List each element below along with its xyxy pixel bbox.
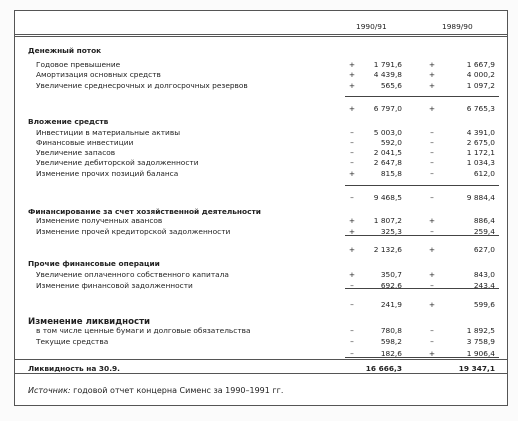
section-heading: Вложение средств (28, 117, 109, 126)
subtotal-rule (345, 96, 499, 97)
sign-1989-90: – (430, 193, 434, 202)
total-top-rule (14, 359, 508, 360)
value-1989-90: 259,4 (473, 227, 495, 236)
row-label: Годовое превышение (36, 60, 121, 69)
value-1990-91: 780,8 (380, 326, 402, 335)
value-1989-90: 4 391,0 (466, 128, 495, 137)
sign-1989-90: + (428, 104, 436, 113)
footnote-lead: Источник: (28, 386, 71, 395)
value-1990-91: 565,6 (380, 81, 402, 90)
sign-1990-91: + (348, 60, 356, 69)
value-1990-91: 241,9 (380, 300, 402, 309)
row-label: Изменение прочей кредиторской задолженности (36, 227, 231, 236)
sign-1989-90: + (428, 245, 436, 254)
subtotal-rule (345, 235, 499, 236)
row-label: в том числе ценные бумаги и долговые обязательства (36, 326, 251, 335)
sign-1989-90: – (430, 169, 434, 178)
sign-1989-90: – (430, 128, 434, 137)
sign-1989-90: + (428, 270, 436, 279)
value-1989-90: 886,4 (473, 216, 495, 225)
sign-1990-91: + (348, 216, 356, 225)
row-label: Изменение прочих позиций баланса (36, 169, 179, 178)
value-1989-90: 9 884,4 (466, 193, 495, 202)
sign-1990-91: – (350, 326, 354, 335)
value-1990-91: 4 439,8 (373, 70, 402, 79)
value-1989-90: 6 765,3 (466, 104, 495, 113)
value-1990-91: 325,3 (380, 227, 402, 236)
header-top-rule (14, 34, 508, 35)
sign-1990-91: + (348, 81, 356, 90)
value-1990-91: 1 791,6 (373, 60, 402, 69)
value-1989-90: 3 758,9 (466, 337, 495, 346)
value-1989-90: 1 892,5 (466, 326, 495, 335)
value-1989-90: 627,0 (473, 245, 495, 254)
sign-1989-90: – (430, 158, 434, 167)
subtotal-rule (345, 357, 499, 358)
value-1990-91: 16 666,3 (365, 364, 402, 373)
sign-1989-90: – (430, 227, 434, 236)
sign-1990-91: – (350, 158, 354, 167)
value-1989-90: 1 172,1 (466, 148, 495, 157)
sign-1989-90: – (430, 337, 434, 346)
row-label: Увеличение дебиторской задолженности (36, 158, 199, 167)
sign-1990-91: + (348, 169, 356, 178)
row-label: Изменение полученных авансов (36, 216, 163, 225)
value-1989-90: 1 034,3 (466, 158, 495, 167)
sign-1990-91: + (348, 70, 356, 79)
value-1990-91: 592,0 (380, 138, 402, 147)
sign-1990-91: + (348, 227, 356, 236)
value-1990-91: 815,8 (380, 169, 402, 178)
value-1990-91: 182,6 (380, 349, 402, 358)
row-label: Амортизация основных средств (36, 70, 161, 79)
value-1990-91: 2 132,6 (373, 245, 402, 254)
sign-1990-91: – (350, 337, 354, 346)
column-header-1990-91: 1990/91 (356, 22, 387, 31)
section-heading: Прочие финансовые операции (28, 259, 160, 268)
value-1990-91: 6 797,0 (373, 104, 402, 113)
sign-1990-91: – (350, 281, 354, 290)
sign-1989-90: + (428, 70, 436, 79)
subtotal-rule (345, 288, 499, 289)
sign-1990-91: – (350, 148, 354, 157)
sign-1989-90: + (428, 81, 436, 90)
value-1990-91: 1 807,2 (373, 216, 402, 225)
section-heading: Ликвидность на 30.9. (28, 364, 120, 373)
row-label: Изменение финансовой задолженности (36, 281, 193, 290)
sign-1990-91: – (350, 128, 354, 137)
sign-1989-90: – (430, 326, 434, 335)
value-1990-91: 5 003,0 (373, 128, 402, 137)
row-label: Увеличение среднесрочных и долгосрочных резервов (36, 81, 248, 90)
section-heading: Денежный поток (28, 46, 102, 55)
row-label: Увеличение оплаченного собственного капитала (36, 270, 229, 279)
header-bottom-rule (14, 36, 508, 37)
value-1989-90: 1 906,4 (466, 349, 495, 358)
sign-1990-91: + (348, 270, 356, 279)
sign-1989-90: – (430, 148, 434, 157)
footnote (28, 386, 283, 395)
sign-1990-91: + (348, 104, 356, 113)
sign-1989-90: – (430, 281, 434, 290)
subtotal-rule (345, 185, 499, 186)
section-heading: Изменение ликвидности (28, 317, 151, 327)
value-1990-91: 2 041,5 (373, 148, 402, 157)
sign-1989-90: + (428, 300, 436, 309)
sign-1990-91: – (350, 193, 354, 202)
sign-1990-91: – (350, 300, 354, 309)
footnote-text: годовой отчет концерна Сименс за 1990–1991 гг. (73, 386, 284, 395)
value-1989-90: 243,4 (473, 281, 495, 290)
row-label: Инвестиции в материальные активы (36, 128, 181, 137)
total-bottom-rule (14, 373, 508, 374)
value-1989-90: 1 667,9 (466, 60, 495, 69)
value-1989-90: 843,0 (473, 270, 495, 279)
row-label: Финансовые инвестиции (36, 138, 134, 147)
value-1989-90: 1 097,2 (466, 81, 495, 90)
value-1990-91: 2 647,8 (373, 158, 402, 167)
sign-1990-91: – (350, 138, 354, 147)
sign-1989-90: + (428, 349, 436, 358)
row-label: Увеличение запасов (36, 148, 116, 157)
value-1990-91: 9 468,5 (373, 193, 402, 202)
sign-1990-91: + (348, 245, 356, 254)
sign-1989-90: – (430, 138, 434, 147)
value-1989-90: 2 675,0 (466, 138, 495, 147)
value-1989-90: 599,6 (473, 300, 495, 309)
value-1989-90: 612,0 (473, 169, 495, 178)
row-label: Текущие средства (36, 337, 109, 346)
value-1989-90: 4 000,2 (466, 70, 495, 79)
section-heading: Финансирование за счет хозяйственной деятельности (28, 207, 261, 216)
sign-1989-90: + (428, 216, 436, 225)
value-1990-91: 598,2 (380, 337, 402, 346)
value-1989-90: 19 347,1 (458, 364, 495, 373)
value-1990-91: 692,6 (380, 281, 402, 290)
value-1990-91: 350,7 (380, 270, 402, 279)
sign-1990-91: – (350, 349, 354, 358)
column-header-1989-90: 1989/90 (442, 22, 473, 31)
sign-1989-90: + (428, 60, 436, 69)
